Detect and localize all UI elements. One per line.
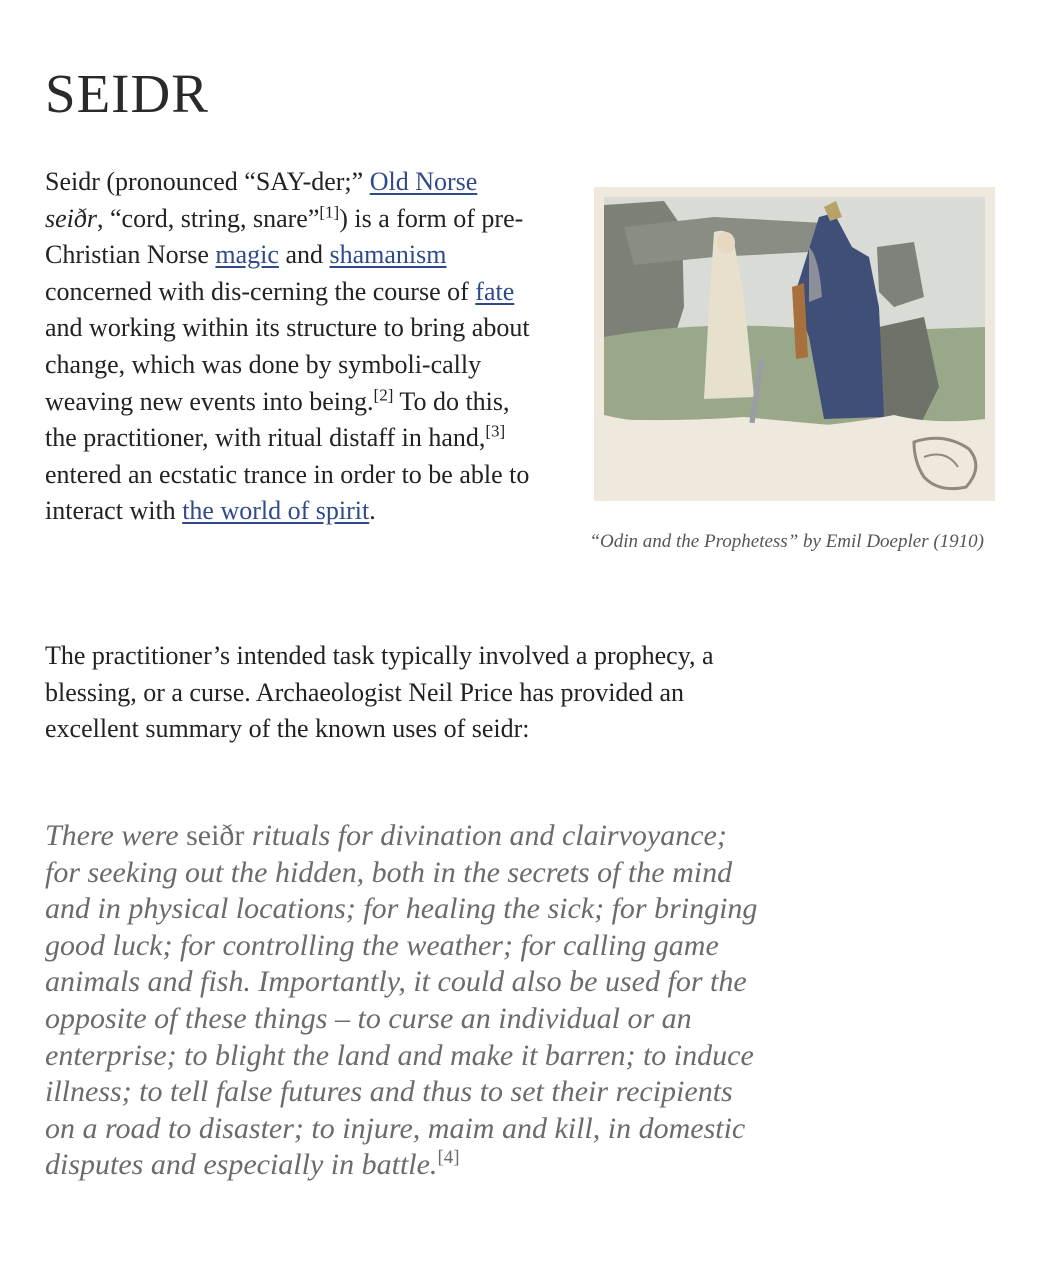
intro-text: . — [369, 496, 376, 526]
intro-paragraph — [45, 164, 540, 530]
quote-text: There were — [45, 819, 187, 852]
link-shamanism[interactable]: shamanism — [329, 240, 447, 270]
quote-term: seiðr — [186, 819, 245, 852]
footnote-ref-2[interactable]: [2] — [373, 384, 394, 404]
intro-text: ) is a form of pre-Christian Norse — [45, 203, 524, 270]
page-title: SEIDR — [45, 63, 209, 124]
link-magic[interactable]: magic — [215, 240, 279, 270]
painting-graphic — [594, 187, 995, 501]
term-seidr: seiðr — [45, 203, 97, 233]
link-old-norse[interactable]: Old Norse — [369, 167, 478, 196]
intro-text: entered an ecstatic trance in order to be able to interact with — [45, 459, 530, 526]
quote-text: rituals for divination and clairvoyance; for seeking out the hidden, both in the secrets of the mind and in physical locations; for healing the sick; for bringing good luck; for controlling the weather; for calling game animals and fish. Importantly, it could also be used for the opposite of these things – to curse an individual or an enterprise; to blight the land and make it barren; to induce illness; to tell false futures and thus to set their recipients on a road to disaster; to injure, maim and kill, in domestic disputes and especially in battle. — [45, 819, 758, 1182]
intro-text: and — [278, 240, 330, 270]
intro-text: Seidr (pronounced “SAY-der;” — [45, 167, 370, 196]
footnote-ref-4[interactable]: [4] — [437, 1147, 460, 1169]
footnote-ref-3[interactable]: [3] — [485, 421, 506, 441]
footnote-ref-1[interactable]: [1] — [319, 201, 340, 221]
intro-text: and working within its structure to bring about change, which was done by symboli-cally weaving new events into being. — [45, 313, 530, 416]
intro-text: , “cord, string, snare” — [97, 203, 320, 233]
figure-caption: “Odin and the Prophetess” by Emil Doepler (1910) — [589, 531, 984, 552]
illustration-image[interactable] — [594, 187, 995, 501]
intro-text: concerned with dis-cerning the course of — [45, 276, 476, 306]
body-paragraph: The practitioner’s intended task typically involved a prophecy, a blessing, or a curse. Archaeologist Neil Price has provided an excellent summary of the known uses of seidr: — [45, 641, 714, 744]
illustration-figure — [589, 187, 995, 552]
block-quote — [45, 818, 765, 1184]
link-fate[interactable]: fate — [475, 276, 515, 306]
intro-text: To do this, the practitioner, with ritual distaff in hand, — [45, 386, 510, 453]
link-world-of-spirit[interactable]: the world of spirit — [182, 496, 370, 526]
